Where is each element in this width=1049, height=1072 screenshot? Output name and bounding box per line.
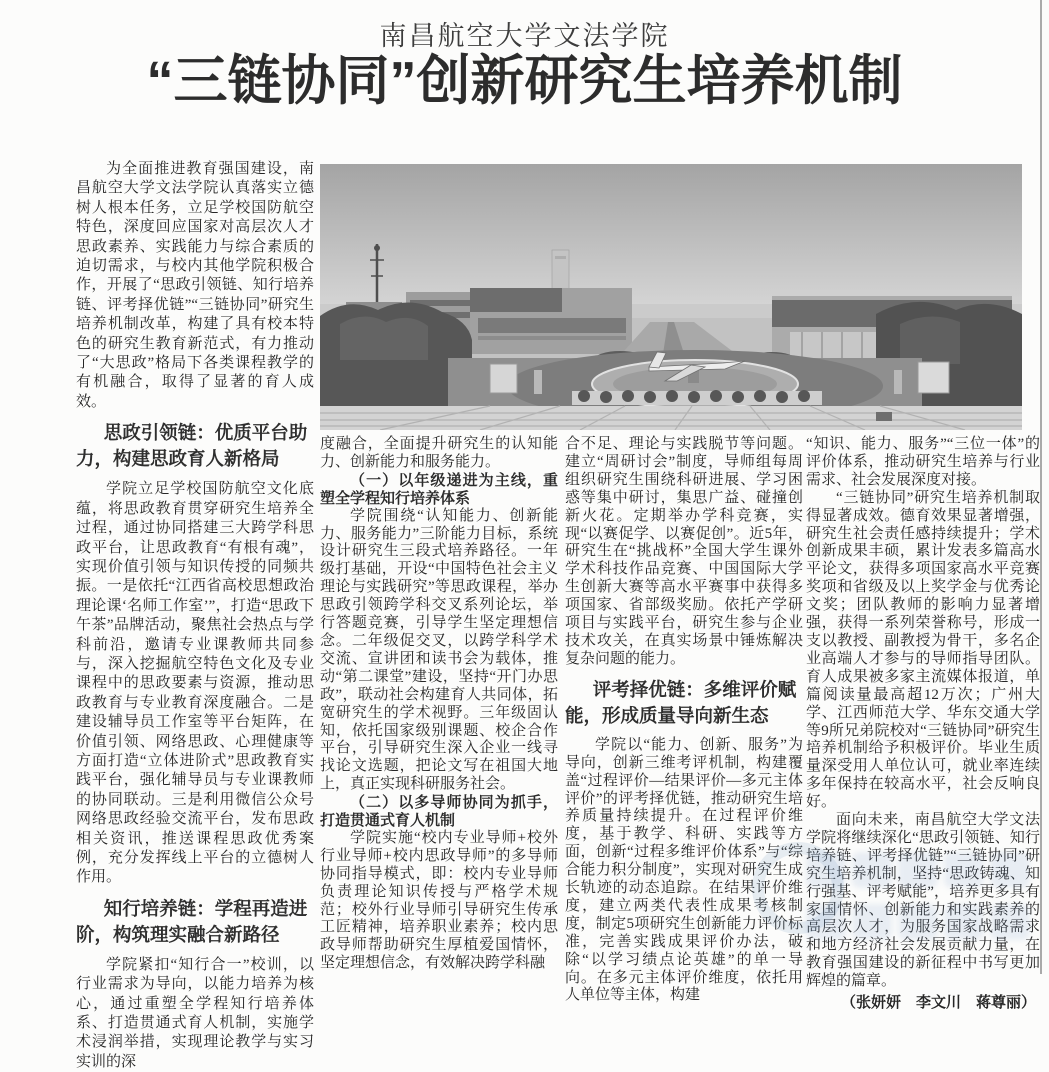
lead-paragraph: 为全面推进教育强国建设，南昌航空大学文法学院认真落实立德树人根本任务，立足学校国防航空特色，深度回应国家对高层次人才思政素养、实践能力与综合素质的迫切需求，与校内其他学院积极合作，开展了“思政引领链、知行培养链、评考择优链”“三链协同”研究生培养机制改革，构建了具有校本特色的研究生教育新范式，有力推动了“大思政”格局下各类课程教学的有机融合，取得了显著的育人成效。 <box>76 161 314 410</box>
page-title: “三链协同”创新研究生培养机制 <box>146 51 903 111</box>
paragraph: 学院紧扣“知行合一”校训，以行业需求为导向，以能力培养为核心，通过重塑全学程知行培养体系、打造贯通式育人机制，实施学术浸润举措，实现理论教学与实习实训的深 <box>76 956 314 1070</box>
section-heading-sizheng: 思政引领链：优质平台助力，构建思政育人新格局 <box>76 422 308 470</box>
byline: （张妍妍 李文川 蒋尊丽） <box>840 994 1036 1012</box>
paragraph-continuation: “知识、能力、服务”“三位一体”的评价体系，推动研究生培养与行业需求、社会发展深度对接。 <box>806 436 1040 488</box>
sub-point-heading-2: （二）以多导师协同为抓手，打造贯通式育人机制 <box>320 794 558 830</box>
section-heading-zhixing: 知行培养链：学程再造进阶，构筑理实融合新路径 <box>76 897 308 945</box>
column-2 <box>320 436 558 974</box>
paragraph: 学院实施“校内专业导师+校外行业导师+校内思政导师”的多导师协同指导模式，即：校内专业导师负责理论知识传授与严格学术规范；校外行业导师引导研究生传承工匠精神，培养职业素养；校内思政导师帮助研究生厚植爱国情怀，坚定理想信念，有效解决跨学科融 <box>320 829 558 972</box>
section-heading-pingkao: 评考择优链：多维评价赋能，形成质量导向新生态 <box>565 678 797 726</box>
paragraph: 学院立足学校国防航空文化底蕴，将思政教育贯穿研究生培养全过程，通过协同搭建三大跨学科思政平台，让思政教育“有根有魂”，实现价值引领与知识传授的同频共振。一是依托“江西省高校思想政治理论课‘名师工作室’”，打造“思政下午茶”品牌活动，聚焦社会热点与学科前沿，邀请专业课教师共同参与，深入挖掘航空特色文化及专业课程中的思政要素与资源，推动思政教育与专业教育深度融合。二是建设辅导员工作室等平台矩阵，在价值引领、网络思政、心理健康等方面打造“立体进阶式”思政教育实践平台，强化辅导员与专业课教师的协同联动。三是利用微信公众号网络思政经验交流平台，发布思政相关资讯，推送课程思政优秀案例，充分发挥线上平台的立德树人作用。 <box>76 481 314 886</box>
page-edge-rule <box>1040 0 1042 974</box>
paragraph-continuation: 度融合，全面提升研究生的认知能力、创新能力和服务能力。 <box>320 436 558 470</box>
paragraph: 学院围绕“认知能力、创新能力、服务能力”三阶能力目标，系统设计研究生三段式培养路径。一年级打基础，开设“中国特色社会主义理论与实践研究”等思政课程，举办思政引领跨学科交叉系列论坛，举行答题竞赛，引导学生坚定理想信念。二年级促交叉，以跨学科学术交流、宣讲团和读书会为载体，推动“第二课堂”建设，坚持“开门办思政”，联动社会构建育人共同体，拓宽研究生的学术视野。三年级固认知，依托国家级别课题、校企合作平台，引导研究生深入企业一线寻找论文选题，把论文写在祖国大地上，真正实现科研服务社会。 <box>320 507 558 793</box>
paragraph: 面向未来，南昌航空大学文法学院将继续深化“思政引领链、知行培养链、评考择优链”“三链协同”研究生培养机制，坚持“思政铸魂、知行强基、评考赋能”，培养更多具有家国情怀、创新能力和实践素养的高层次人才，为服务国家战略需求和地方经济社会发展贡献力量，在教育强国建设的新征程中书写更加辉煌的篇章。 <box>806 812 1040 990</box>
column-4 <box>806 436 1040 1012</box>
column-1 <box>76 160 314 1070</box>
sub-point-heading-1: （一）以年级递进为主线，重塑全学程知行培养体系 <box>320 471 558 507</box>
paragraph: “三链协同”研究生培养机制取得显著成效。德育效果显著增强，研究生社会责任感持续提升；学术创新成果丰硕，累计发表多篇高水平论文，获得多项国家高水平竞赛奖项和省级及以上奖学金与优秀论文奖；团队教师的影响力显著增强，获得一系列荣誉称号，形成一支以教授、副教授为骨干，多名企业高端人才参与的导师指导团队。育人成果被多家主流媒体报道，单篇阅读量最高超12万次；广州大学、江西师范大学、华东交通大学等9所兄弟院校对“三链协同”研究生培养机制给予积极评价。毕业生质量深受用人单位认可，就业率连续多年保持在较高水平，社会反响良好。 <box>806 489 1040 811</box>
campus-photo-illustration <box>320 164 1022 430</box>
column-3 <box>565 436 803 1004</box>
kicker: 南昌航空大学文法学院 <box>379 21 670 51</box>
campus-gate-panorama-photo <box>320 164 1022 430</box>
paragraph-continuation: 合不足、理论与实践脱节等问题。建立“周研讨会”制度，导师组每周组织研究生围绕科研进展、学习困惑等集中研讨，集思广益、碰撞创新火花。定期举办学科竞赛，实现“以赛促学、以赛促创”。近5年，研究生在“挑战杯”全国大学生课外学术科技作品竞赛、中国国际大学生创新大赛等高水平赛事中获得多项国家、省部级奖励。依托产学研项目与实践平台，研究生参与企业技术攻关，在真实场景中锤炼解决复杂问题的能力。 <box>565 436 803 667</box>
paragraph: 学院以“能力、创新、服务”为导向，创新三维考评机制，构建覆盖“过程评价—结果评价—多元主体评价”的评考择优链，推动研究生培养质量持续提升。在过程评价维度，基于教学、科研、实践等方面，创新“过程多维评价体系”与“综合能力积分制度”，实现对研究生成长轨迹的动态追踪。在结果评价维度，建立两类代表性成果考核制度，制定5项研究生创新能力评价标准，完善实践成果评价办法，破除“以学习绩点论英雄”的单一导向。在多元主体评价维度，依托用人单位等主体，构建 <box>565 736 803 1004</box>
